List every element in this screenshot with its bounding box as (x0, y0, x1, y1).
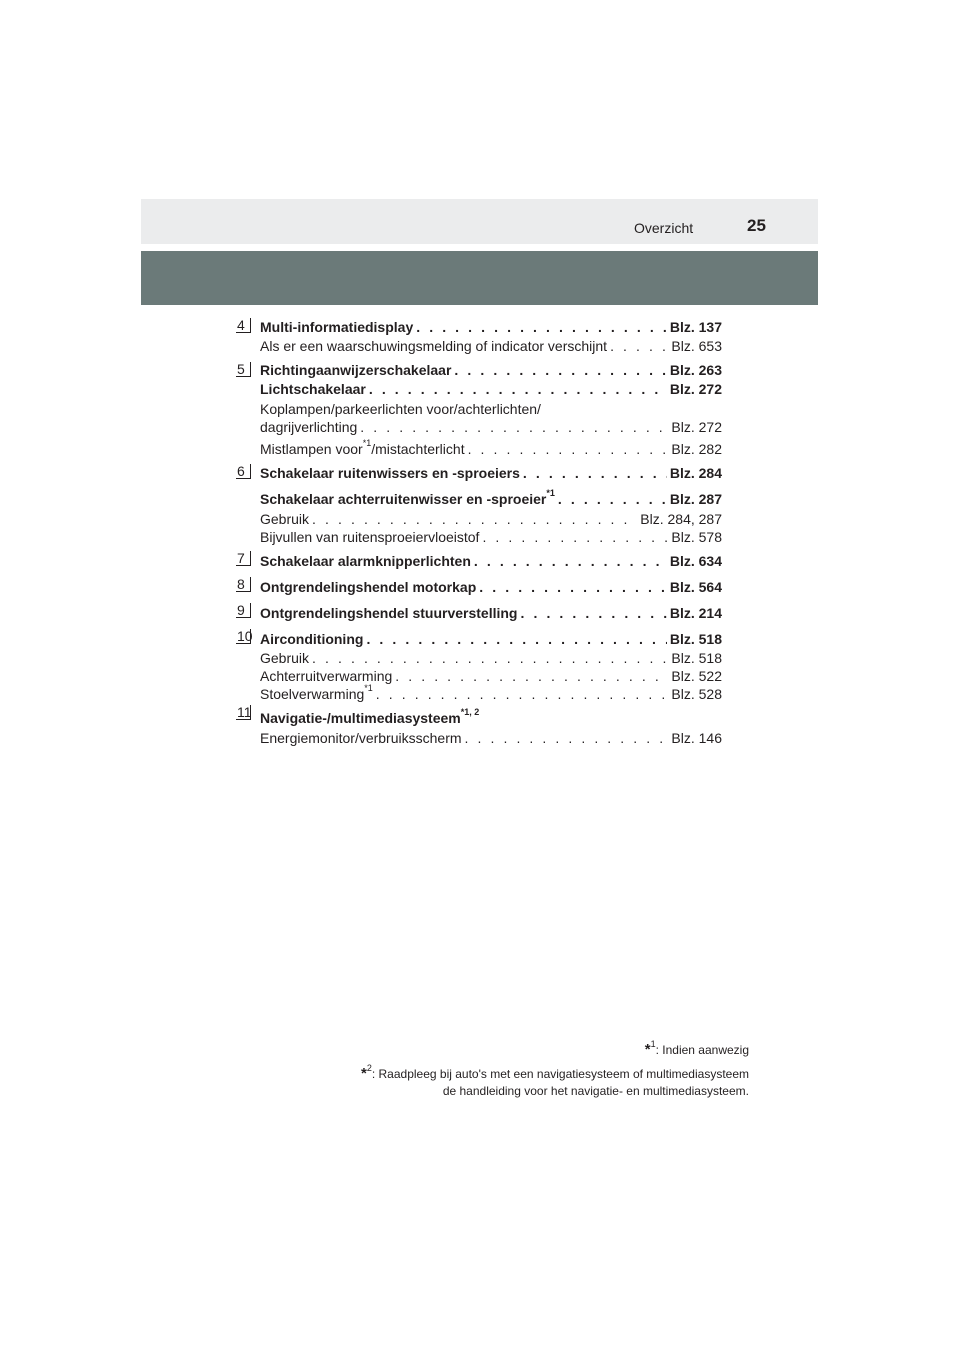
entry-text: Koplampen/parkeerlichten voor/achterlichten/ (260, 401, 541, 417)
footnote-num: 2 (366, 1063, 372, 1073)
entry-text: Ontgrendelingshendel stuurverstelling (260, 605, 518, 621)
entry-page: Blz. 272 (671, 419, 722, 435)
index-entry (260, 511, 722, 528)
index-entry (260, 465, 722, 482)
callout-badge-11: 11 (237, 704, 252, 720)
entry-text: Als er een waarschuwingsmelding of indicator verschijnt (260, 338, 608, 354)
callout-badge-4: 4 (236, 318, 251, 333)
index-entry (260, 419, 722, 436)
entry-text: dagrijverlichting (260, 419, 358, 435)
index-entry (260, 488, 722, 508)
entry-text: Stoelverwarming (260, 686, 365, 702)
entry-page: Blz. 284 (669, 465, 722, 481)
entry-text: Gebruik (260, 511, 310, 527)
index-entry (260, 529, 722, 546)
index-entry (260, 707, 480, 726)
callout-badge-9: 9 (236, 603, 251, 618)
entry-text: Mistlampen voor (260, 441, 363, 457)
index-entry (260, 438, 722, 458)
entry-page: Blz. 272 (669, 381, 722, 397)
entry-page: Blz. 564 (669, 579, 722, 595)
footnote-2 (361, 1065, 749, 1082)
page-section-title: Overzicht (634, 220, 694, 236)
entry-page: Blz. 282 (671, 441, 722, 457)
header-band (141, 199, 818, 244)
entry-page: Blz. 653 (671, 338, 722, 354)
footnote-ref: *1, 2 (460, 707, 480, 718)
entry-page: Blz. 284, 287 (640, 511, 722, 527)
index-entry (260, 668, 722, 685)
index-entry (260, 650, 722, 667)
entry-text: Multi-informatiedisplay (260, 319, 414, 335)
index-entry (260, 381, 722, 398)
entry-text: Achterruitverwarming (260, 668, 393, 684)
entry-page: Blz. 578 (671, 529, 722, 545)
entry-text: Ontgrendelingshendel motorkap (260, 579, 477, 595)
entry-page: Blz. 528 (671, 686, 722, 702)
page-number: 25 (747, 216, 766, 235)
callout-badge-10: 10 (237, 628, 253, 644)
footnote-1 (645, 1041, 749, 1058)
entry-page: Blz. 214 (669, 605, 722, 621)
entry-page: Blz. 634 (669, 553, 722, 569)
entry-text-cont: /mistachterlicht (371, 441, 465, 457)
footnote-mark: * (360, 1065, 367, 1082)
entry-text: Energiemonitor/verbruiksscherm (260, 730, 462, 746)
entry-page: Blz. 146 (671, 730, 722, 746)
footnote-ref: *1 (362, 438, 372, 449)
entry-text: Schakelaar ruitenwissers en -sproeiers (260, 465, 520, 481)
entry-text: Richtingaanwijzerschakelaar (260, 362, 452, 378)
footnote-ref: *1 (364, 683, 373, 694)
entry-text: Schakelaar alarmknipperlichten (260, 553, 471, 569)
index-entry (260, 631, 722, 648)
entry-text: Gebruik (260, 650, 310, 666)
index-entry (260, 362, 722, 379)
callout-badge-5: 5 (236, 362, 251, 377)
entry-page: Blz. 518 (669, 631, 722, 647)
callout-badge-6: 6 (236, 464, 251, 479)
entry-text: Navigatie-/multimediasysteem (260, 710, 461, 726)
entry-page: Blz. 518 (671, 650, 722, 666)
section-banner (141, 251, 818, 305)
entry-text: Airconditioning (260, 631, 364, 647)
index-entry (260, 683, 722, 703)
entry-page: Blz. 287 (669, 491, 722, 507)
entry-page: Blz. 137 (669, 319, 722, 335)
entry-page: Blz. 522 (671, 668, 722, 684)
index-entry (260, 319, 722, 336)
index-entry (260, 605, 722, 622)
callout-badge-7: 7 (236, 551, 251, 566)
footnote-text: : Raadpleeg bij auto's met een navigatiesysteem of multimediasysteem (371, 1067, 749, 1081)
footnote-text: : Indien aanwezig (655, 1043, 749, 1057)
index-entry (260, 579, 722, 596)
entry-text: Schakelaar achterruitenwisser en -sproeier (260, 491, 547, 507)
entry-text: Bijvullen van ruitensproeiervloeistof (260, 529, 480, 545)
entry-page: Blz. 263 (669, 362, 722, 378)
index-entry (260, 730, 722, 747)
index-entry (260, 338, 722, 355)
footnote-mark: * (644, 1041, 651, 1058)
entry-text: Lichtschakelaar (260, 381, 366, 397)
index-entry (260, 553, 722, 570)
footnote-2-line2: de handleiding voor het navigatie- en multimediasysteem. (442, 1084, 749, 1098)
callout-badge-8: 8 (236, 577, 251, 592)
footnote-num: 1 (650, 1039, 656, 1049)
footnote-ref: *1 (546, 488, 555, 499)
